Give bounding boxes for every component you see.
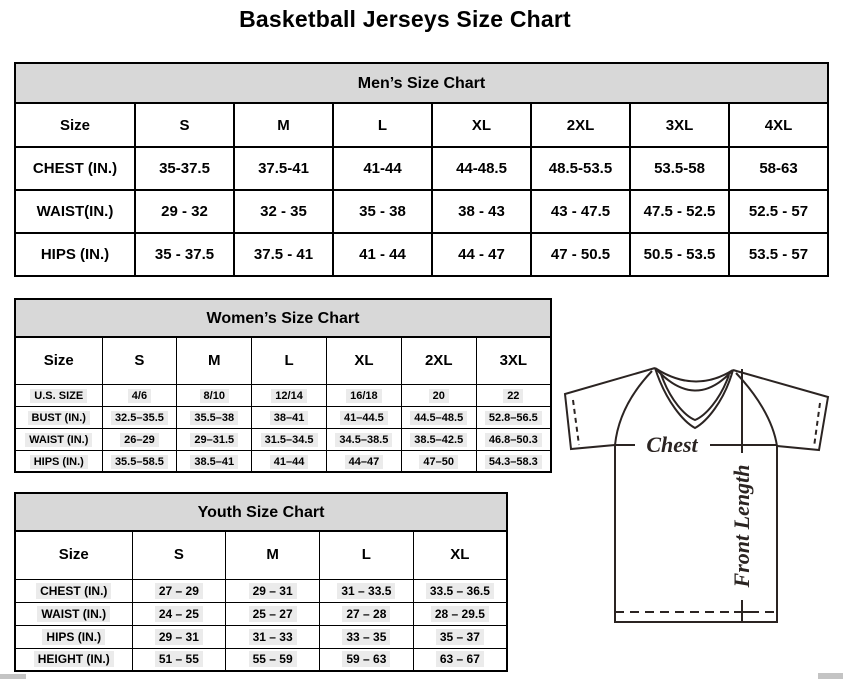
value-cell-text: 32.5–35.5 (111, 411, 168, 425)
value-cell (476, 406, 551, 428)
size-label (15, 337, 102, 384)
value-cell (234, 147, 333, 190)
measurement-row (15, 579, 507, 602)
value-cell-text: 41 - 44 (359, 246, 406, 263)
value-cell (226, 625, 320, 648)
row-label (15, 384, 102, 406)
size-label (15, 531, 132, 579)
value-cell (135, 190, 234, 233)
value-cell-text: 63 – 67 (436, 651, 484, 667)
value-cell (432, 147, 531, 190)
value-cell (333, 147, 432, 190)
measurement-row (15, 648, 507, 671)
value-cell-text: 29 – 31 (249, 583, 297, 599)
size-column-s (132, 531, 226, 579)
page-title: Basketball Jerseys Size Chart (239, 6, 571, 32)
value-cell-text: 35 - 37.5 (154, 246, 215, 263)
value-cell (234, 190, 333, 233)
size-column-l-text: L (377, 116, 388, 134)
value-cell-text: 25 – 27 (249, 606, 297, 622)
value-cell (135, 147, 234, 190)
jersey-measurement-diagram (558, 360, 838, 628)
size-column-xl (326, 337, 401, 384)
value-cell (476, 384, 551, 406)
measurement-row (15, 384, 551, 406)
size-column-2xl-text: 2XL (566, 116, 595, 134)
value-cell-text: 38–41 (270, 411, 309, 425)
row-label (15, 579, 132, 602)
youth-size-table (14, 530, 508, 672)
row-label (15, 428, 102, 450)
mens-size-table (14, 102, 829, 277)
value-cell-text: 4/6 (128, 389, 151, 403)
value-cell-text: 55 – 59 (249, 651, 297, 667)
size-column-s (102, 337, 177, 384)
value-cell-text: 44.5–48.5 (410, 411, 467, 425)
size-column-xl-text: XL (450, 546, 470, 564)
value-cell (177, 384, 252, 406)
row-label-text: WAIST(IN.) (36, 203, 114, 220)
mens-size-chart (14, 62, 829, 277)
measurement-row (15, 450, 551, 472)
jersey-collar-arc-inner (657, 370, 731, 391)
value-cell (630, 233, 729, 276)
size-column-3xl-text: 3XL (499, 351, 528, 369)
value-cell (333, 233, 432, 276)
size-column-l (252, 337, 327, 384)
value-cell-text: 58-63 (759, 160, 798, 177)
size-label-text: Size (43, 351, 74, 369)
row-label (15, 625, 132, 648)
value-cell (432, 233, 531, 276)
size-column-l (320, 531, 414, 579)
value-cell-text: 48.5-53.5 (548, 160, 613, 177)
value-cell-text: 44 - 47 (458, 246, 505, 263)
womens-chart-header: Women’s Size Chart (14, 298, 552, 336)
value-cell (531, 190, 630, 233)
size-column-s (135, 103, 234, 147)
value-cell (729, 147, 828, 190)
size-header-row (15, 531, 507, 579)
value-cell-text: 33 – 35 (342, 629, 390, 645)
value-cell-text: 35.5–38 (190, 411, 238, 425)
value-cell-text: 38.5–42.5 (410, 433, 467, 447)
size-column-2xl-text: 2XL (424, 351, 453, 369)
value-cell-text: 29 – 31 (155, 629, 203, 645)
row-label (15, 147, 135, 190)
mens-chart-header: Men’s Size Chart (14, 62, 829, 102)
value-cell-text: 27 – 28 (342, 606, 390, 622)
value-cell-text: 38 - 43 (458, 203, 505, 220)
size-column-2xl (401, 337, 476, 384)
row-label-text: HEIGHT (IN.) (34, 651, 114, 667)
row-label (15, 450, 102, 472)
size-column-m-text: M (207, 351, 221, 369)
size-column-s-text: S (173, 546, 184, 564)
row-label-text: CHEST (IN.) (36, 583, 111, 599)
size-label (15, 103, 135, 147)
value-cell (326, 428, 401, 450)
value-cell (226, 648, 320, 671)
size-column-xl (432, 103, 531, 147)
value-cell-text: 28 – 29.5 (431, 606, 489, 622)
value-cell (226, 579, 320, 602)
row-label-text: WAIST (IN.) (37, 606, 110, 622)
value-cell-text: 52.5 - 57 (748, 203, 809, 220)
size-column-m (234, 103, 333, 147)
size-column-2xl (531, 103, 630, 147)
value-cell (729, 190, 828, 233)
value-cell-text: 29 - 32 (161, 203, 208, 220)
value-cell-text: 59 – 63 (342, 651, 390, 667)
value-cell (252, 406, 327, 428)
value-cell-text: 41-44 (363, 160, 402, 177)
value-cell (135, 233, 234, 276)
row-label-text: CHEST (IN.) (32, 160, 118, 177)
value-cell (326, 384, 401, 406)
value-cell (132, 579, 226, 602)
size-column-xl-text: XL (471, 116, 492, 134)
value-cell (132, 625, 226, 648)
value-cell (132, 648, 226, 671)
size-column-xl-text: XL (354, 351, 374, 369)
youth-size-chart (14, 492, 508, 672)
value-cell-text: 12/14 (271, 389, 307, 403)
size-header-row (15, 337, 551, 384)
value-cell-text: 24 – 25 (155, 606, 203, 622)
row-label (15, 190, 135, 233)
value-cell-text: 22 (503, 389, 523, 403)
row-label-text: WAIST (IN.) (25, 433, 92, 447)
value-cell-text: 31 – 33.5 (337, 583, 395, 599)
size-column-s-text: S (179, 116, 190, 134)
value-cell-text: 52.8–56.5 (485, 411, 542, 425)
value-cell (320, 602, 414, 625)
value-cell-text: 29–31.5 (190, 433, 238, 447)
size-label-text: Size (58, 546, 89, 564)
value-cell-text: 31 – 33 (249, 629, 297, 645)
value-cell (413, 602, 507, 625)
value-cell (531, 147, 630, 190)
front-length-label: Front Length (729, 464, 754, 588)
value-cell-text: 37.5 - 41 (253, 246, 314, 263)
value-cell-text: 41–44 (270, 455, 309, 469)
value-cell-text: 34.5–38.5 (335, 433, 392, 447)
measurement-row (15, 406, 551, 428)
value-cell-text: 41–44.5 (340, 411, 388, 425)
row-label-text: HIPS (IN.) (42, 629, 105, 645)
value-cell-text: 46.8–50.3 (485, 433, 542, 447)
row-label (15, 602, 132, 625)
value-cell (132, 602, 226, 625)
value-cell (630, 190, 729, 233)
value-cell (401, 450, 476, 472)
value-cell-text: 35-37.5 (159, 160, 210, 177)
size-column-l-text: L (361, 546, 371, 564)
value-cell (252, 428, 327, 450)
value-cell-text: 44-48.5 (456, 160, 507, 177)
value-cell-text: 53.5-58 (654, 160, 705, 177)
jersey-outline (565, 368, 828, 622)
value-cell (333, 190, 432, 233)
row-label-text: HIPS (IN.) (40, 246, 110, 263)
value-cell-text: 44–47 (345, 455, 384, 469)
value-cell-text: 47.5 - 52.5 (643, 203, 716, 220)
value-cell (234, 233, 333, 276)
value-cell-text: 16/18 (346, 389, 382, 403)
value-cell-text: 31.5–34.5 (261, 433, 318, 447)
row-label-text: U.S. SIZE (30, 389, 87, 403)
size-column-m (177, 337, 252, 384)
size-column-l (333, 103, 432, 147)
value-cell (476, 428, 551, 450)
value-cell (177, 450, 252, 472)
value-cell-text: 54.3–58.3 (485, 455, 542, 469)
value-cell (102, 428, 177, 450)
size-column-4xl (729, 103, 828, 147)
value-cell (401, 384, 476, 406)
value-cell (320, 648, 414, 671)
value-cell (401, 428, 476, 450)
value-cell-text: 35.5–58.5 (111, 455, 168, 469)
measurement-row (15, 602, 507, 625)
row-label-text: HIPS (IN.) (30, 455, 88, 469)
size-column-m-text: M (277, 116, 290, 134)
value-cell-text: 53.5 - 57 (748, 246, 809, 263)
size-label-text: Size (59, 116, 90, 134)
value-cell (326, 406, 401, 428)
size-column-4xl-text: 4XL (764, 116, 793, 134)
value-cell (630, 147, 729, 190)
value-cell (413, 579, 507, 602)
value-cell (226, 602, 320, 625)
value-cell (432, 190, 531, 233)
size-column-s-text: S (134, 351, 145, 369)
value-cell-text: 47 - 50.5 (550, 246, 611, 263)
value-cell-text: 47–50 (419, 455, 458, 469)
value-cell-text: 50.5 - 53.5 (643, 246, 716, 263)
value-cell-text: 33.5 – 36.5 (426, 583, 494, 599)
value-cell (326, 450, 401, 472)
value-cell (177, 406, 252, 428)
scrollbar-artifact-left (0, 674, 26, 679)
value-cell-text: 43 - 47.5 (550, 203, 611, 220)
value-cell (320, 579, 414, 602)
size-column-m-text: M (266, 546, 279, 564)
value-cell-text: 8/10 (200, 389, 229, 403)
value-cell-text: 38.5–41 (190, 455, 238, 469)
womens-size-chart (14, 298, 552, 473)
scrollbar-artifact-right (818, 673, 843, 679)
size-column-3xl-text: 3XL (665, 116, 694, 134)
measurement-row (15, 233, 828, 276)
value-cell-text: 20 (429, 389, 449, 403)
value-cell (252, 384, 327, 406)
value-cell (320, 625, 414, 648)
value-cell (476, 450, 551, 472)
value-cell (413, 648, 507, 671)
value-cell (401, 406, 476, 428)
womens-size-table (14, 336, 552, 473)
value-cell-text: 37.5-41 (258, 160, 309, 177)
value-cell (413, 625, 507, 648)
youth-chart-header: Youth Size Chart (14, 492, 508, 530)
size-column-3xl (476, 337, 551, 384)
value-cell-text: 35 - 38 (359, 203, 406, 220)
row-label-text: BUST (IN.) (28, 411, 90, 425)
row-label (15, 233, 135, 276)
size-column-m (226, 531, 320, 579)
value-cell-text: 51 – 55 (155, 651, 203, 667)
chest-label: Chest (646, 432, 698, 457)
measurement-row (15, 625, 507, 648)
value-cell (102, 384, 177, 406)
row-label (15, 406, 102, 428)
value-cell (729, 233, 828, 276)
value-cell (177, 428, 252, 450)
jersey-left-cuff-dashed-line (573, 400, 579, 445)
size-header-row (15, 103, 828, 147)
row-label (15, 648, 132, 671)
value-cell (531, 233, 630, 276)
measurement-row (15, 190, 828, 233)
value-cell (102, 406, 177, 428)
value-cell-text: 35 – 37 (436, 629, 484, 645)
size-column-3xl (630, 103, 729, 147)
value-cell-text: 26–29 (120, 433, 159, 447)
measurement-row (15, 428, 551, 450)
measurement-row (15, 147, 828, 190)
jersey-right-cuff-dashed-line (814, 403, 820, 447)
size-column-xl (413, 531, 507, 579)
size-column-l-text: L (284, 351, 294, 369)
value-cell-text: 27 – 29 (155, 583, 203, 599)
value-cell-text: 32 - 35 (260, 203, 307, 220)
value-cell (252, 450, 327, 472)
value-cell (102, 450, 177, 472)
